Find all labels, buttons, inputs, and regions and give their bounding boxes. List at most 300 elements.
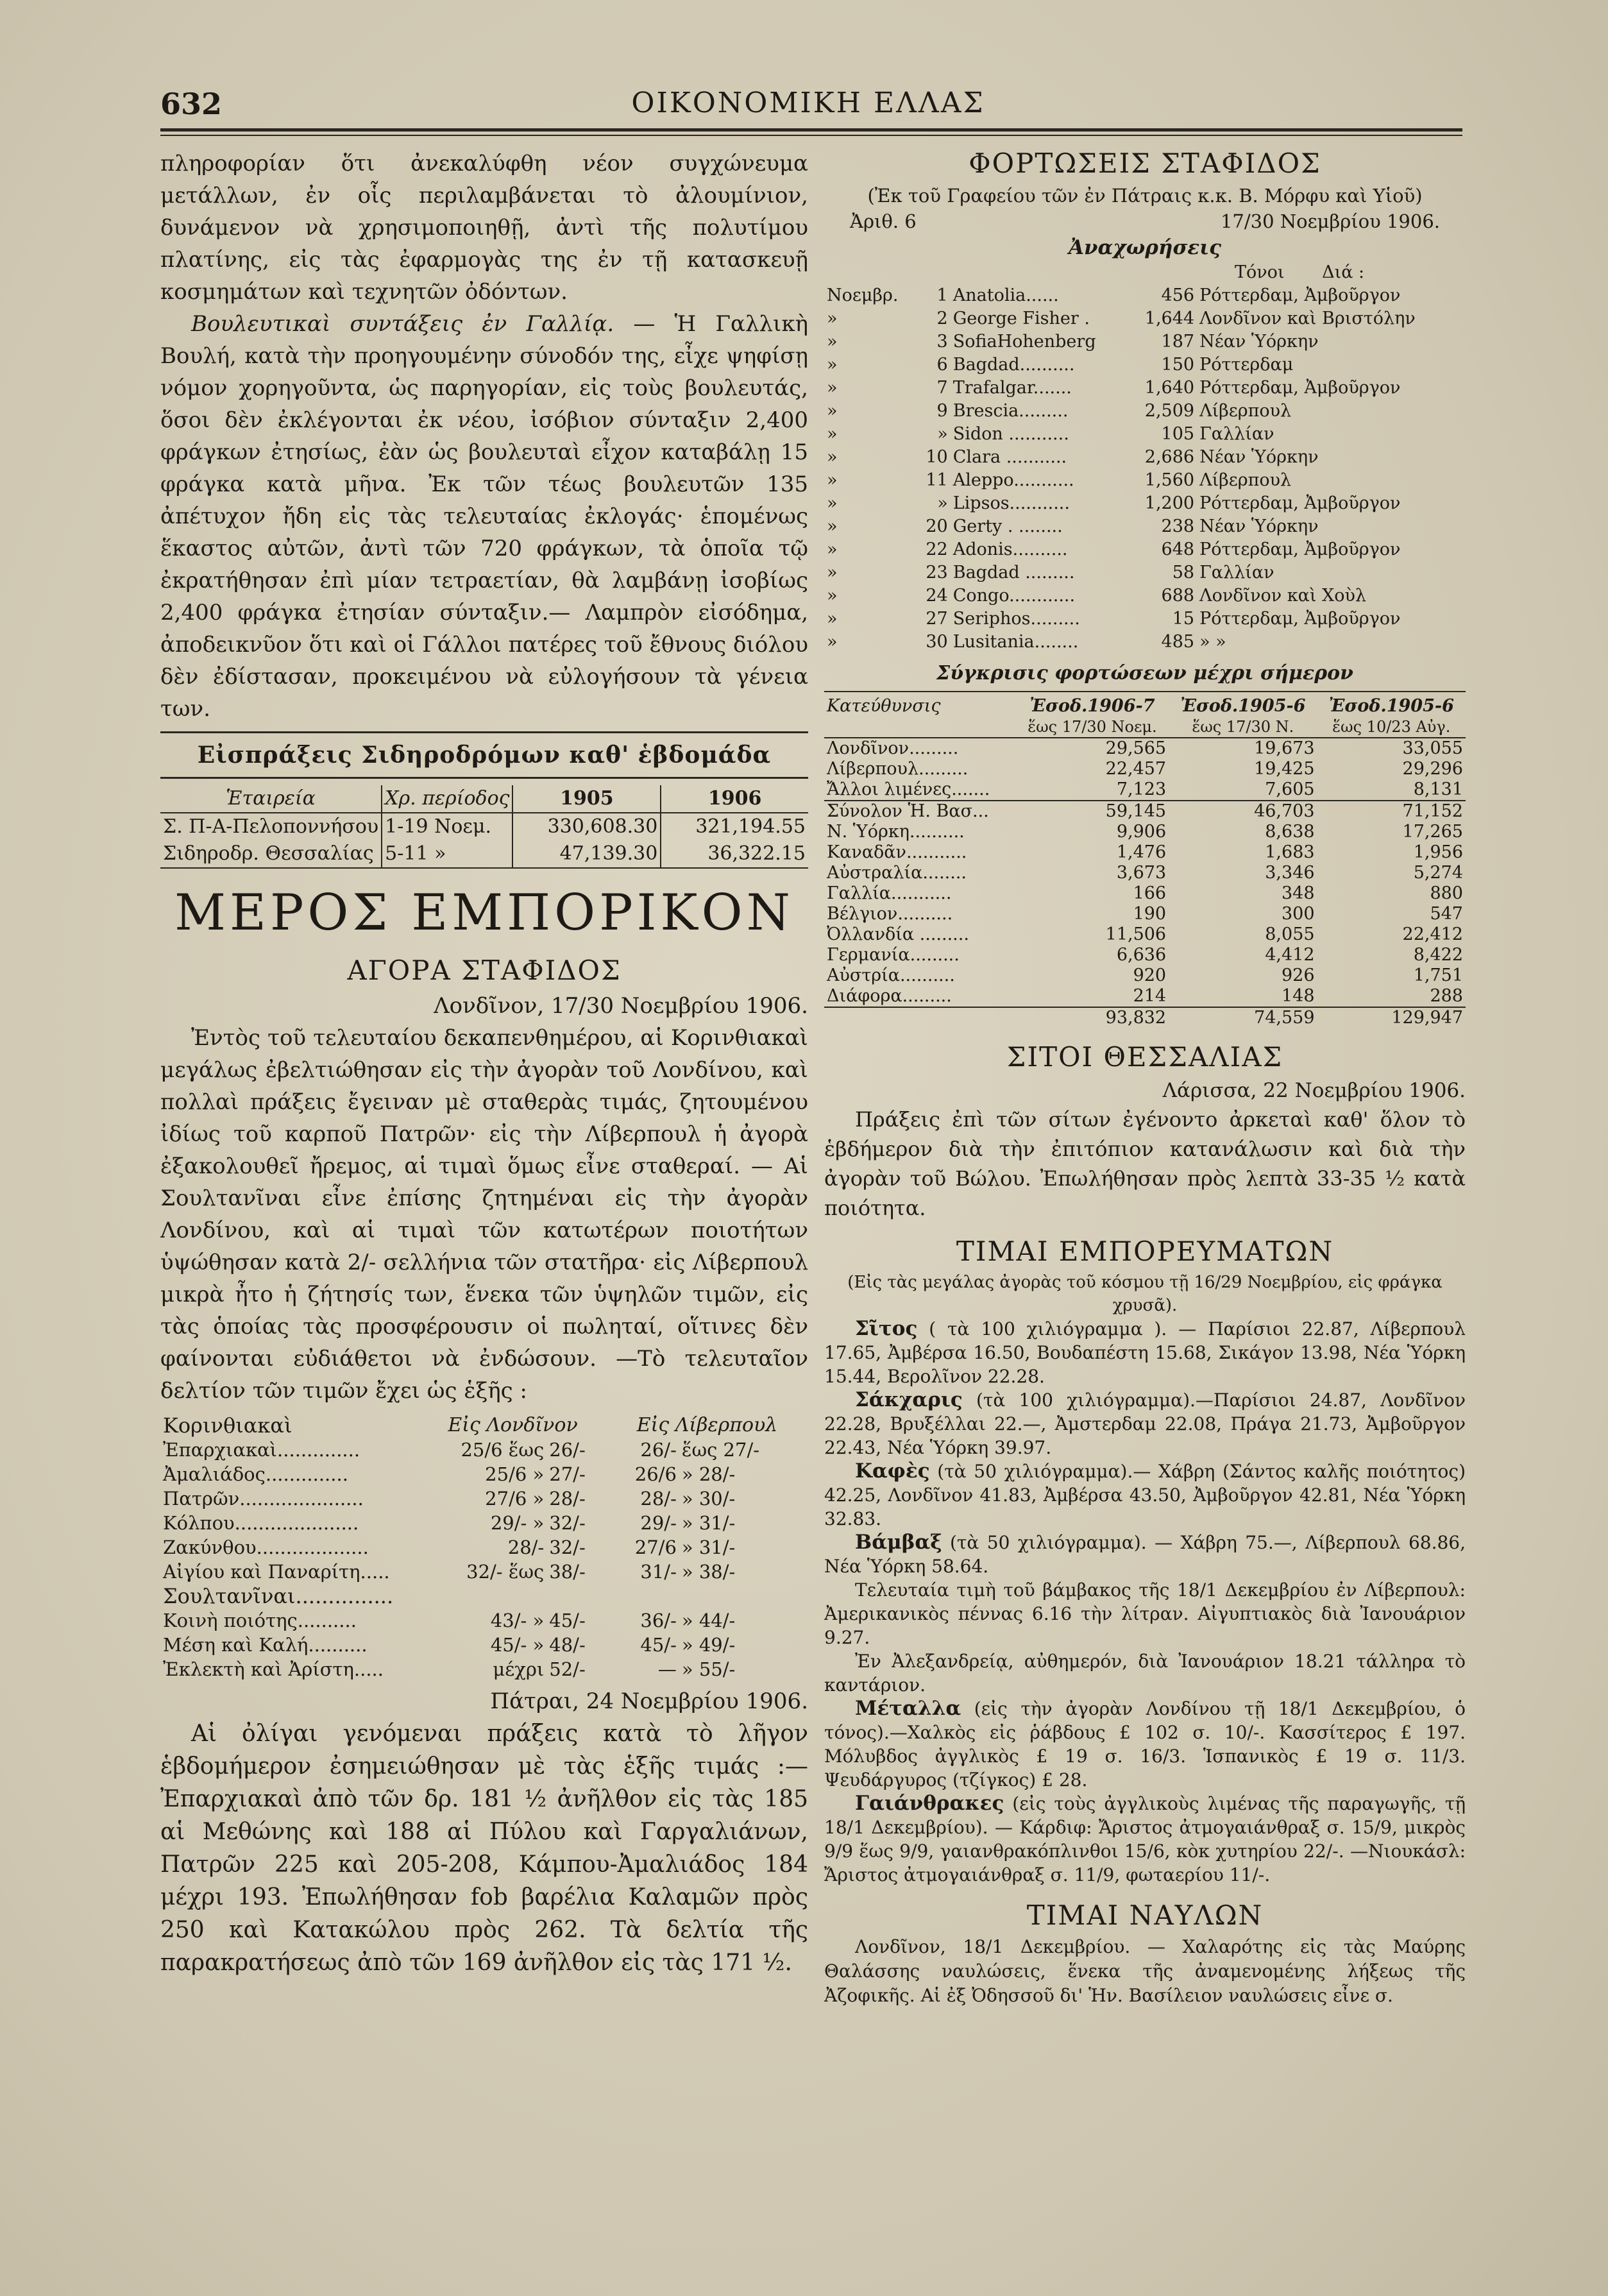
comparison-direction: Καναδᾶν........... [827,842,967,862]
comparison-1905b: 1,956 [1413,842,1463,862]
rail-value-1905: 47,139.30 [512,840,661,868]
rail-value-1905: 330,608.30 [512,813,661,840]
price-variety: Ἐπαρχιακαὶ.............. [163,1439,360,1461]
price-london-to: 27/- [549,1463,586,1485]
price-liverpool-to: » 49/- [681,1634,736,1656]
comparison-total-row [824,1007,1466,1028]
ship-row [824,446,1466,469]
ship-destination: Ρόττερδαμ, Ἀμβοῦργον [1199,493,1401,513]
comparison-direction: Λονδῖνον......... [827,738,959,758]
comparison-direction: Αὐστραλία........ [827,863,967,883]
pensions-text: — Ἡ Γαλλικὴ Βουλή, κατὰ τὴν προηγουμένην σύνοδόν της, εἶχε ψηφίσῃ νόμον χορηγοῦντα, ὡς παρηγορίαν, εἰς τοὺς βουλευτάς, ὅσοι δὲν ἐκλέγονται ἐκ νέου, ἰσόβιον σύνταξιν 2,400 φράγκων ἐτησίως, ἐὰν ὡς βουλευταὶ εἶχον καταβάλῃ 15 φράγκα κατὰ μῆνα. Ἐκ τῶν τέως βουλευτῶν 135 ἀπέτυχον ἤδη εἰς τὰς τελευταίας ἐκλογάς· ἑπομένως ἕκαστος αὐτῶν, ἀντὶ τῶν 720 φράγκων, τὰ ὁποῖα τῷ ἐκρατήθησαν ἐπὶ μίαν τετραετίαν, θὰ λαμβάνῃ ἰσοβίως 2,400 φράγκα ἐτησίαν σύνταξιν.— Λαμπρὸν εἰσόδημα, ἀποδεικνῦον ὅτι καὶ οἱ Γάλλοι πατέρες τοῦ ἔθνους διόλου δὲν ἐδίστασαν, προκειμένου νὰ εὐλογήσουν τὰ γένεια των. [160,311,808,722]
ship-row [824,561,1466,584]
shipments-date: 17/30 Νοεμβρίου 1906. [1220,210,1440,232]
comparison-1906: 3,673 [1116,863,1167,883]
ship-destination: Λονδῖνον καὶ Βριστόλην [1199,309,1416,328]
price-london-to: 45/- [549,1610,586,1631]
comparison-1906: 190 [1133,904,1167,924]
section-title: ΜΕΡΟΣ ΕΜΠΟΡΙΚΟΝ [174,884,794,942]
ship-row [824,538,1466,561]
comparison-sum-1906: 59,145 [1105,801,1167,821]
rail-header-company: Ἑταιρεία [226,787,316,810]
ship-day: » [937,493,948,513]
comparison-1905a: 8,055 [1265,924,1315,944]
comparison-1905a: 300 [1282,904,1315,924]
ship-day: » [937,424,948,444]
price-variety: Κόλπου..................... [163,1512,359,1534]
comparison-head2-1906: ἕως 17/30 Νοεμ. [1028,718,1157,736]
goods-text: (τὰ 100 χιλιόγραμμα).—Παρίσιοι 24.87, Λονδῖνον 22.28, Βρυξέλλαι 22.—, Ἀμστερδαμ 22.08, Πράγα 21.73, Ἀμβοῦργον 22.43, Νέα Ὑόρκη 39.97. [824,1390,1466,1458]
comparison-total-1905a: 74,559 [1254,1008,1315,1028]
ship-destination: Ρόττερδαμ, Ἀμβοῦργον [1199,378,1401,398]
ship-day: 23 [926,563,948,583]
ship-destination: Ρόττερδαμ, Ἀμβοῦργον [1199,609,1401,629]
comparison-head-1906: Ἐσοδ.1906-7 [1029,696,1155,716]
ship-destination: Ρόττερδαμ, Ἀμβοῦργον [1199,285,1401,305]
ship-destination: Λονδῖνον καὶ Χοὺλ [1199,586,1367,606]
ship-month: » [827,447,838,467]
ship-row [824,584,1466,608]
ship-tons: 15 [1172,609,1195,629]
ship-tons: 238 [1161,516,1195,536]
price-liverpool-to: » 38/- [681,1561,736,1583]
page-number: 632 [160,87,223,121]
rail-header-period: Χρ. περίοδος [382,785,512,813]
tons-header: Τόνοι [1235,262,1285,282]
price-liverpool-from: 28/- [640,1488,677,1509]
dateline-patras: Πάτραι, 24 Νοεμβρίου 1906. [490,1688,808,1714]
comparison-1905a: 8,638 [1265,822,1315,842]
rail-header-1905: 1905 [512,785,661,813]
rail-period: 1-19 Νοεμ. [382,813,512,840]
goods-entry [824,1697,1466,1792]
comparison-1905a: 926 [1282,965,1315,985]
price-liverpool-from: 26/- [640,1439,677,1461]
ship-month: Νοεμβρ. [827,285,899,305]
shipments-meta [824,208,1466,234]
price-variety: Ἀμαλιάδος.............. [163,1463,348,1485]
prices-header-london: Εἰς Λονδῖνον [448,1414,578,1436]
comparison-row [824,822,1466,842]
ship-tons: 456 [1161,285,1195,305]
comparison-title: Σύγκρισις φορτώσεων μέχρι σήμερον [936,662,1353,685]
price-london-to: 26/- [549,1439,586,1461]
paragraph-pensions [160,308,808,725]
comparison-direction: Διάφορα......... [827,986,952,1006]
ship-name: Gerty . ........ [952,516,1063,536]
comparison-1905b: 17,265 [1402,822,1463,842]
dateline-london: Λονδῖνον, 17/30 Νοεμβρίου 1906. [434,993,808,1019]
goods-name: Γαιάνθρακες [855,1792,1004,1815]
price-row [160,1657,808,1681]
price-liverpool-from: 36/- [640,1610,677,1631]
ship-destination: Γαλλίαν [1199,563,1274,583]
price-row [160,1560,808,1584]
goods-entry [824,1649,1466,1697]
price-liverpool-to: » 30/- [681,1488,736,1509]
paragraph-patras: Αἱ ὀλίγαι γενόμεναι πράξεις κατὰ τὸ λῆγον ἑβδομήμερον ἐσημειώθησαν μὲ τὰς ἑξῆς τιμάς :— Ἐπαρχιακαὶ ἀπὸ τῶν δρ. 181 ½ ἀνῆλθον εἰς τὰς 185 αἱ Μεθώνης καὶ 188 αἱ Πύλου καὶ Γαργαλιάνων, Πατρῶν 225 καὶ 205-208, Κάμπου-Ἀμαλιάδος 184 μέχρι 193. Ἐπωλήθησαν fob βαρέλια Καλαμῶν πρὸς 250 καὶ Κατακώλου πρὸς 262. Τὰ δελτία τῆς παρακρατήσεως ἀπὸ τῶν 169 ἀνῆλθον εἰς τὰς 171 ½. [160,1721,808,1976]
comparison-direction: Λίβερπουλ......... [827,759,969,779]
ship-tons: 1,644 [1144,309,1195,328]
comparison-1905b: 8,131 [1413,779,1463,799]
prices-body-sultanas [160,1608,808,1681]
comparison-sum-1905b: 71,152 [1402,801,1463,821]
ship-destination: Ρόττερδαμ, Ἀμβοῦργον [1199,540,1401,559]
comparison-row [824,883,1466,904]
price-london-to: 38/- [549,1561,586,1583]
comparison-head-row [824,696,1466,717]
ship-name: Anatolia...... [952,285,1059,305]
goods-title: ΤΙΜΑΙ ΕΜΠΟΡΕΥΜΑΤΩΝ [956,1236,1334,1267]
price-variety: Ζακύνθου................... [163,1536,369,1558]
comparison-1905b: 5,274 [1413,863,1463,883]
rail-rule-mid [160,777,808,779]
ship-month: » [827,355,838,375]
ship-name: Clara ........... [952,447,1067,467]
ship-row [824,608,1466,631]
ship-tons: 105 [1161,424,1195,444]
comparison-head2-1905b: ἕως 10/23 Αὐγ. [1332,718,1451,736]
ship-day: 9 [936,401,948,421]
ship-name: Bagdad.......... [952,355,1075,375]
price-london-to: 32/- [549,1536,586,1558]
ship-tons: 2,509 [1144,401,1195,421]
comparison-1906: 7,123 [1116,779,1167,799]
ship-destination: Νέαν Ὑόρκην [1199,447,1319,467]
comparison-table [824,696,1466,1028]
ship-tons: 2,686 [1144,447,1195,467]
ship-day: 10 [926,447,948,467]
ship-day: 2 [936,309,948,328]
ship-name: Congo............ [952,586,1076,606]
header-rule [160,128,1462,132]
comparison-body-other [824,822,1466,1007]
goods-text: (εἰς τοὺς ἀγγλικοὺς λιμένας τῆς παραγωγῆς, τῇ 18/1 Δεκεμβρίου). — Κάρδιφ: Ἄριστος ἀτμογαιάνθραξ σ. 15/9, μικρὸς 9/9 ἕως 9/9, γαιανθρακόπλινθοι 15/6, κὸκ χυτηρίου 22/-. —Νιουκάσλ: Ἄριστος ἀτμογαιάνθραξ σ. 11/9, φωταερίου 11/-. [824,1793,1466,1885]
page-header [160,74,1456,125]
comparison-row [824,904,1466,924]
rail-row [160,840,808,868]
comparison-body-uk [824,738,1466,801]
comparison-row [824,986,1466,1007]
ship-row [824,631,1466,654]
rail-title: Εἰσπράξεις Σιδηροδρόμων καθ' ἑβδομάδα [197,742,772,769]
ship-name: SofiaHohenberg [952,332,1096,352]
goods-entry [824,1792,1466,1887]
ships-col-headers [824,261,1466,284]
comparison-total-1905b: 129,947 [1391,1008,1463,1028]
price-london-to: 48/- [549,1634,586,1656]
ship-day: 30 [926,632,948,652]
ship-tons: 187 [1161,332,1195,352]
ship-month: » [827,586,838,606]
ship-row [824,469,1466,492]
comparison-1905a: 148 [1282,986,1315,1006]
ship-month: » [827,540,838,559]
comparison-head2-direction [824,717,1016,738]
prices-body-corinthian [160,1438,808,1584]
ship-day: 6 [936,355,948,375]
price-london-to: 32/- [549,1512,586,1534]
ship-row [824,492,1466,515]
ship-day: 1 [936,285,948,305]
rail-company: Σ. Π-Α-Πελοποννήσου [163,815,379,838]
paragraph-alloy: πληροφορίαν ὅτι ἀνεκαλύφθη νέον συγχώνευμα μετάλλων, ἐν οἷς περιλαμβάνεται τὸ ἀλουμίνιον, δυνάμενον νὰ χρησιμοποιηθῇ, ἀντὶ τῆς πολυτίμου πλατίνης, εἰς τὰς ἐφαρμογὰς της ἐν τῇ κατασκευῇ κοσμημάτων καὶ τεχνητῶν ὀδόντων. [160,151,808,305]
ship-row [824,377,1466,400]
comparison-1905b: 29,296 [1402,759,1463,779]
ship-row [824,330,1466,353]
ship-month: » [827,632,838,652]
price-london-from: 43/- » [490,1610,545,1631]
departures-heading: Ἀναχωρήσεις [1068,236,1222,259]
paragraph-currants: Ἐντὸς τοῦ τελευταίου δεκαπενθημέρου, αἱ Κορινθιακαὶ μεγάλως ἐβελτιώθησαν εἰς τὴν ἀγορὰν τοῦ Λονδίνου, καὶ πολλαὶ πράξεις ἔγειναν μὲ σταθερὰς τιμάς, ζητουμένου ἰδίως τοῦ καρποῦ Πατρῶν· εἰς τὴν Λίβερπουλ ἡ ἀγορὰ ἐξακολουθεῖ ἤρεμος, αἱ τιμαὶ ὅμως εἶνε σταθεραί. — Αἱ Σουλτανῖναι εἶνε ἐπίσης ζητημέναι εἰς τὴν ἀγορὰν Λονδίνου, καὶ αἱ τιμαὶ τῶν κατωτέρων ποιοτήτων ὑψώθησαν κατὰ 2/- σελλήνια τῶν στατῆρα· εἰς Λίβερπουλ μικρὰ ἦτο ἡ ζήτησίς των, ἕνεκα τῶν ὑψηλῶν τιμῶν, εἰς τὰς ὁποίας τὰς προσφέρουσιν οἱ πωληταί, οἵτινες δὲν φαίνονται εὐδιάθετοι νὰ ἐνδώσουν. —Τὸ τελευταῖον δελτίον τῶν τιμῶν ἔχει ὡς ἑξῆς : [160,1025,808,1404]
ship-destination: Νέαν Ὑόρκην [1199,516,1319,536]
ship-destination: Ρόττερδαμ [1199,355,1294,375]
comparison-head-1905a: Ἐσοδ.1905-6 [1180,696,1306,716]
ship-day: 24 [926,586,948,606]
price-variety: Κοινὴ ποιότης.......... [163,1610,357,1631]
prices-header-corinthian: Κορινθιακαὶ [163,1413,292,1438]
ship-row [824,423,1466,446]
goods-entry [824,1388,1466,1459]
comparison-total-1906: 93,832 [1105,1008,1167,1028]
price-london-from: 45/- » [490,1634,545,1656]
comparison-sum-1905a: 46,703 [1254,801,1315,821]
goods-name: Καφὲς [855,1459,930,1483]
grain-dateline: Λάρισσα, 22 Νοεμβρίου 1906. [1162,1079,1466,1102]
shipments-title: ΦΟΡΤΩΣΕΙΣ ΣΤΑΦΙΔΟΣ [969,148,1321,179]
ship-name: Trafalgar....... [952,378,1072,398]
comparison-direction: Γαλλία........... [827,883,952,903]
comparison-direction: Ὀλλανδία ......... [827,924,969,944]
ship-month: » [827,309,838,328]
ship-tons: 688 [1161,586,1195,606]
comparison-row [824,924,1466,945]
comparison-1905b: 1,751 [1413,965,1463,985]
ship-month: » [827,470,838,490]
goods-text: (τὰ 50 χιλιόγραμμα). — Χάβρη 75.—, Λίβερπουλ 68.86, Νέα Ὑόρκη 58.64. [824,1532,1466,1577]
price-row [160,1633,808,1657]
goods-name: Μέταλλα [855,1697,961,1720]
price-liverpool-to: » 31/- [681,1536,736,1558]
price-row [160,1511,808,1535]
comparison-1906: 6,636 [1116,945,1167,965]
comparison-1905b: 22,412 [1402,924,1463,944]
comparison-row [824,738,1466,759]
shipments-number: Ἀριθ. 6 [850,210,917,232]
rail-row [160,813,808,840]
comparison-1906: 29,565 [1105,738,1167,758]
grain-paragraph: Πράξεις ἐπὶ τῶν σίτων ἐγένοντο ἀρκεταὶ καθ' ὅλον τὸ ἑβδήμερον διὰ τὴν ἐπιτόπιον κατανάλωσιν καὶ διὰ τὴν ἀγορὰν τοῦ Βώλου. Ἐπωλήθησαν πρὸς λεπτὰ 33-35 ½ κατὰ ποιότητα. [824,1107,1466,1220]
comparison-sum-label: Σύνολον Ἡ. Βασ... [827,801,989,821]
ship-name: Bagdad ......... [952,563,1075,583]
prices-table [160,1413,808,1681]
price-liverpool-to: » 44/- [681,1610,736,1631]
comparison-direction: Αὐστρία.......... [827,965,955,985]
rail-rule-top [160,731,808,733]
comparison-1905a: 1,683 [1265,842,1315,862]
ship-month: » [827,563,838,583]
price-variety: Αἰγίου καὶ Παναρίτη..... [163,1561,390,1583]
goods-entry [824,1578,1466,1649]
comparison-1905b: 8,422 [1413,945,1463,965]
rail-value-1906: 36,322.15 [661,840,808,868]
comparison-1905a: 3,346 [1265,863,1315,883]
ship-row [824,284,1466,307]
ship-row [824,353,1466,377]
ships-table [824,284,1466,654]
market-title: ΑΓΟΡΑ ΣΤΑΦΙΔΟΣ [347,955,622,986]
goods-text: Ἐν Ἀλεξανδρείᾳ, αὐθημερόν, διὰ Ἰανουάριον 18.21 τάλληρα τὸ καντάριον. [824,1651,1466,1696]
ship-day: 27 [926,609,948,629]
comparison-1906: 166 [1133,883,1167,903]
ship-tons: 648 [1161,540,1195,559]
goods-entry [824,1531,1466,1578]
ship-row [824,307,1466,330]
price-liverpool-from: 29/- [640,1512,677,1534]
comparison-1905a: 7,605 [1265,779,1315,799]
header-rule-thin [160,135,1462,136]
comparison-row [824,945,1466,965]
price-liverpool-to: » 55/- [681,1658,736,1680]
ship-destination: Γαλλίαν [1199,424,1274,444]
goods-text: ( τὰ 100 χιλιόγραμμα ). — Παρίσιοι 22.87, Λίβερπουλ 17.65, Ἀμβέρσα 16.50, Βουδαπέστη 15.68, Σικάγον 13.98, Νέα Ὑόρκη 15.44, Βερολῖνον 22.28. [824,1318,1466,1387]
comparison-row [824,863,1466,883]
ship-tons: 58 [1172,563,1195,583]
price-london-from: 29/- » [490,1512,545,1534]
ship-destination: Λίβερπουλ [1199,470,1292,490]
price-london-from: 25/6 ἕως [461,1439,545,1461]
dest-header: Διά : [1322,262,1365,282]
price-london-from: 27/6 » [485,1488,545,1509]
ship-name: Aleppo........... [952,470,1074,490]
ship-month: » [827,378,838,398]
price-row [160,1608,808,1633]
comparison-1906: 1,476 [1116,842,1167,862]
goods-name: Σάκχαρις [855,1388,963,1411]
price-liverpool-to: » 31/- [681,1512,736,1534]
comparison-total-label [824,1007,1016,1028]
ship-day: 7 [936,378,948,398]
ship-tons: 485 [1161,632,1195,652]
ship-name: Lipsos........... [952,493,1070,513]
ships-body [824,284,1466,654]
comparison-direction: Γερμανία......... [827,945,960,965]
price-london-from: 32/- ἕως [466,1561,545,1583]
ship-row [824,515,1466,538]
ship-tons: 1,640 [1144,378,1195,398]
ship-row [824,400,1466,423]
ship-destination: Νέαν Ὑόρκην [1199,332,1319,352]
pensions-heading: Βουλευτικαὶ συντάξεις ἐν Γαλλίᾳ. [191,311,614,337]
comparison-row [824,779,1466,801]
goods-list [824,1317,1466,1887]
comparison-row [824,965,1466,986]
comparison-1905b: 33,055 [1402,738,1463,758]
comparison-1906: 214 [1133,986,1167,1006]
rail-header-1906: 1906 [661,785,808,813]
grain-title: ΣΙΤΟΙ ΘΕΣΣΑΛΙΑΣ [1006,1041,1283,1073]
ship-name: Brescia......... [952,401,1069,421]
price-london-to: 52/- [549,1658,586,1680]
ship-month: » [827,493,838,513]
goods-subtitle: (Εἰς τὰς μεγάλας ἀγορὰς τοῦ κόσμου τῇ 16/29 Νοεμβρίου, εἰς φράγκα χρυσᾶ). [847,1273,1443,1315]
comparison-rule [824,691,1466,692]
goods-entry [824,1459,1466,1531]
price-liverpool-to: » 28/- [681,1463,736,1485]
price-liverpool-from: 26/6 [634,1463,677,1485]
goods-text: (εἰς τὴν ἀγορὰν Λονδίνου τῇ 18/1 Δεκεμβρίου, ὁ τόνος).—Χαλκὸς εἰς ῥάβδους £ 102 σ. 10/-. Κασσίτερος £ 197. Μόλυβδος ἀγγλικὸς £ 19 σ. 16/3. Ἱσπανικὸς £ 19 σ. 11/3. Ψευδάργυρος (τζίγκος) £ 28. [824,1698,1466,1790]
ship-month: » [827,609,838,629]
comparison-1906: 11,506 [1105,924,1167,944]
comparison-row [824,759,1466,779]
price-variety: Πατρῶν..................... [163,1488,364,1509]
comparison-direction: Ν. Ὑόρκη.......... [827,822,965,842]
ship-name: George Fisher . [952,309,1090,328]
comparison-1905a: 348 [1282,883,1315,903]
goods-name: Σῖτος [855,1317,918,1340]
rail-header-row [160,785,808,813]
comparison-head-direction: Κατεύθυνσις [827,696,941,716]
prices-header-row [160,1413,808,1438]
comparison-1906: 9,906 [1116,822,1167,842]
ship-month: » [827,401,838,421]
rail-value-1906: 321,194.55 [661,813,808,840]
price-liverpool-from: 45/- [640,1634,677,1656]
rail-company: Σιδηροδρ. Θεσσαλίας [163,842,374,865]
comparison-head-row-2 [824,717,1466,738]
price-row [160,1462,808,1486]
prices-subhead-sultanas: Σουλτανῖναι............... [163,1584,394,1608]
price-variety: Μέση καὶ Καλή.......... [163,1634,368,1656]
price-row [160,1535,808,1560]
ship-day: 22 [926,540,948,559]
ship-month: » [827,516,838,536]
goods-text: Τελευταία τιμὴ τοῦ βάμβακος τῆς 18/1 Δεκεμβρίου ἐν Λίβερπουλ: Ἀμερικανικὸς πέννας 6.16 τὴν λίτραν. Αἰγυπτιακὸς διὰ Ἰανουάριον 9.27. [824,1579,1466,1648]
ship-day: 11 [926,470,948,490]
comparison-direction: Ἄλλοι λιμένες....... [827,779,990,799]
ship-month: » [827,332,838,352]
comparison-row [824,842,1466,863]
comparison-1905a: 19,673 [1254,738,1315,758]
comparison-1906: 920 [1133,965,1167,985]
comparison-1905a: 4,412 [1265,945,1315,965]
price-london-from: 25/6 » [485,1463,545,1485]
shipments-source: (Ἐκ τοῦ Γραφείου τῶν ἐν Πάτραις κ.κ. Β. Μόρφυ καὶ Υἱοῦ) [867,185,1423,207]
right-column [824,148,1466,2252]
ship-name: Seriphos......... [952,609,1080,629]
ship-name: Lusitania........ [952,632,1079,652]
goods-name: Βάμβαξ [855,1531,942,1554]
price-london-to: 28/- [549,1488,586,1509]
ship-name: Sidon ........... [952,424,1069,444]
prices-subhead-row [160,1584,808,1608]
prices-header-liverpool: Εἰς Λίβερπουλ [636,1414,778,1436]
comparison-head-1905b: Ἐσοδ.1905-6 [1328,696,1454,716]
rail-table [160,785,808,869]
ship-day: 20 [926,516,948,536]
comparison-1905b: 288 [1430,986,1463,1006]
ship-destination: Λίβερπουλ [1199,401,1292,421]
comparison-1905b: 880 [1430,883,1463,903]
comparison-head2-1905a: ἕως 17/30 Ν. [1192,718,1294,736]
comparison-sum-row [824,801,1466,822]
price-london-from: μέχρι [493,1658,545,1680]
freight-title: ΤΙΜΑΙ ΝΑΥΛΩΝ [1026,1900,1264,1931]
rail-period: 5-11 » [382,840,512,868]
ship-month: » [827,424,838,444]
price-liverpool-from: 27/6 [634,1536,677,1558]
price-liverpool-to: ἕως 27/- [681,1439,760,1461]
